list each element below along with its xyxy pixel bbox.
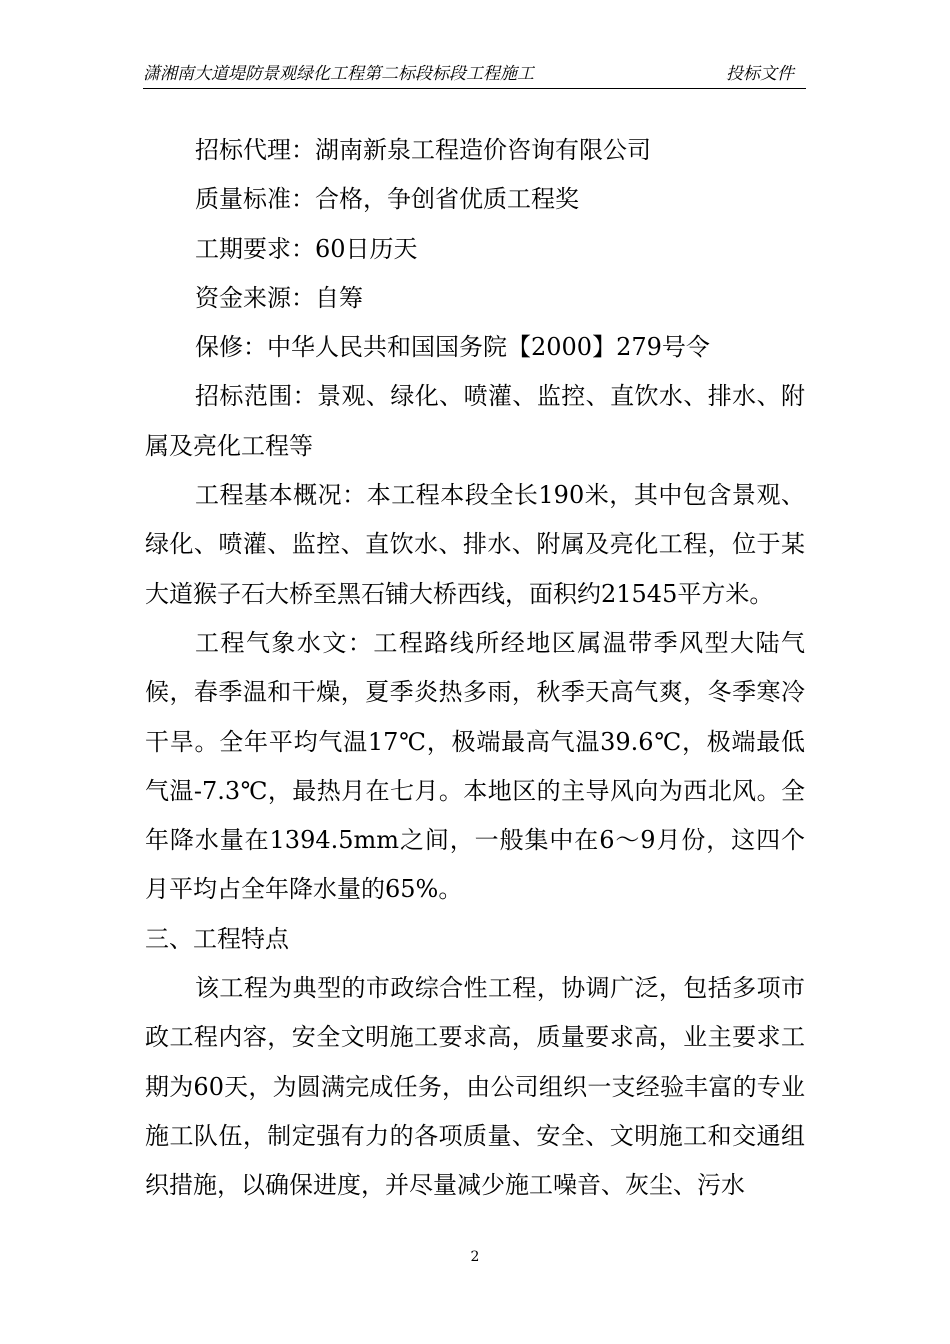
page-number: 2 bbox=[470, 1249, 480, 1265]
funding-source-line: 资金来源：自筹 bbox=[195, 283, 363, 312]
project-features-paragraph: 该工程为典型的市政综合性工程，协调广泛，包括多项市政工程内容，安全文明施工要求高，质量要求高，业主要求工期为60天，为圆满完成任务，由公司组织一支经验丰富的专业施工队伍，制定强有力的各项质量、安全、文明施工和交通组织措施，以确保进度，并尽量减少施工噪音、灰尘、污水 bbox=[145, 974, 805, 1200]
weather-hydrology-paragraph: 工程气象水文：工程路线所经地区属温带季风型大陆气候，春季温和干燥，夏季炎热多雨，秋季天高气爽，冬季寒冷干旱。全年平均气温17℃，极端最高气温39.6℃，极端最低气温-7.3℃，最热月在七月。本地区的主导风向为西北风。全年降水量在1394.5mm之间，一般集中在6～9月份，这四个月平均占全年降水量的65%。 bbox=[145, 628, 805, 904]
project-overview-paragraph: 工程基本概况：本工程本段全长190米，其中包含景观、绿化、喷灌、监控、直饮水、排水、附属及亮化工程，位于某大道猴子石大桥至黑石铺大桥西线，面积约21545平方米。 bbox=[145, 481, 805, 608]
schedule-requirement-line: 工期要求：60日历天 bbox=[195, 234, 418, 263]
document-body bbox=[145, 126, 805, 1211]
tender-scope-paragraph: 招标范围：景观、绿化、喷灌、监控、直饮水、排水、附属及亮化工程等 bbox=[145, 382, 805, 460]
header-document-type: 投标文件 bbox=[726, 64, 794, 84]
warranty-line: 保修：中华人民共和国国务院【2000】279号令 bbox=[195, 333, 710, 362]
quality-standard-line: 质量标准：合格，争创省优质工程奖 bbox=[195, 185, 579, 214]
tender-agent-line: 招标代理：湖南新泉工程造价咨询有限公司 bbox=[195, 136, 651, 164]
page-header bbox=[143, 60, 806, 89]
header-project-title: 潇湘南大道堤防景观绿化工程第二标段标段工程施工 bbox=[143, 64, 534, 84]
section-heading-project-features: 三、工程特点 bbox=[145, 924, 289, 953]
